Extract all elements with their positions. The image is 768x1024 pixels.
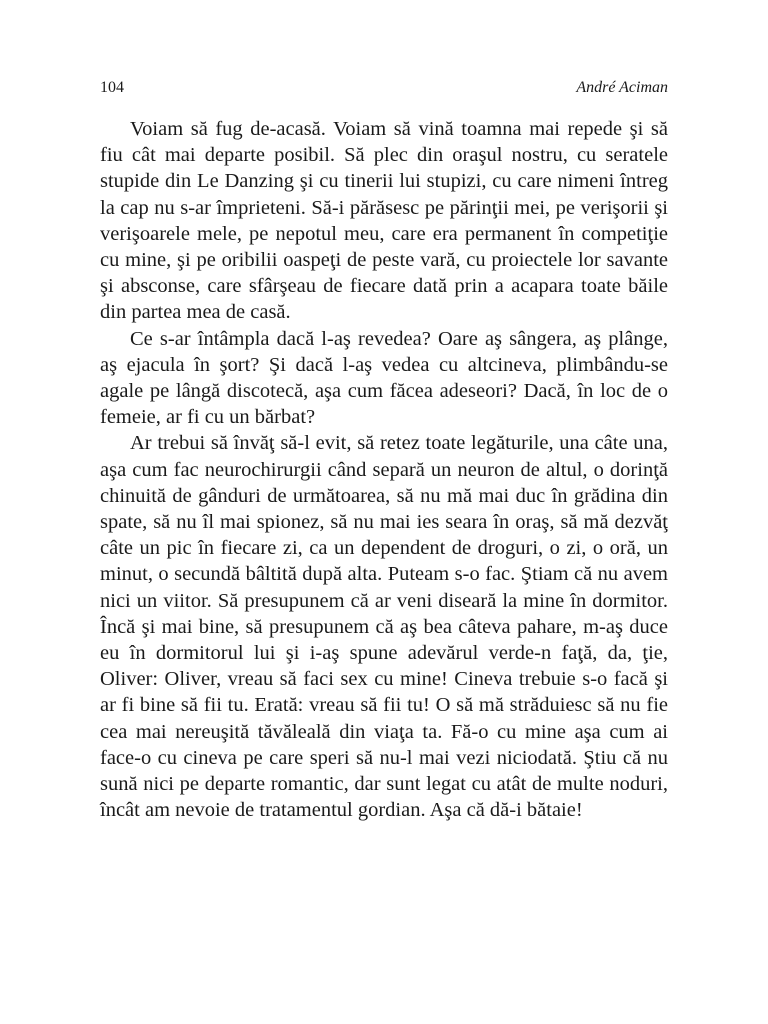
running-author: André Aciman [576, 79, 668, 96]
paragraph: Ar trebui să învăţ să-l evit, să retez toate legăturile, una câte una, aşa cum fac neurochirurgii când separă un neuron de altul, o dorinţă chinuită de gânduri de următoarea, să nu mă mai duc în grădina din spate, să nu îl mai spionez, să nu mai ies seara în oraş, să mă dezvăţ câte un pic în fiecare zi, ca un dependent de droguri, o zi, o oră, un minut, o secundă bâltită după alta. Puteam s-o fac. Ştiam că nu avem nici un viitor. Să presupunem că ar veni diseară la mine în dormitor. Încă şi mai bine, să presupunem că aş bea câteva pahare, m-aş duce eu în dormitorul lui şi i-aş spune adevărul verde-n faţă, da, ţie, Oliver: Oliver, vreau să faci sex cu mine! Cineva trebuie s-o facă şi ar fi bine să fii tu. Erată: vreau să fii tu! O să mă străduiesc să nu fie cea mai nereuşită tăvăleală din viaţa ta. Fă-o cu mine aşa cum ai face-o cu cineva pe care speri să nu-l mai vezi niciodată. Ştiu că nu sună nici pe departe romantic, dar sunt legat cu atât de multe noduri, încât am nevoie de tratamentul gordian. Aşa că dă-i bătaie! [100, 432, 668, 822]
paragraph: Voiam să fug de-acasă. Voiam să vină toamna mai repede şi să fiu cât mai departe posibil. Să plec din oraşul nostru, cu seratele stupide din Le Danzing şi cu tinerii lui stupizi, cu care nimeni întreg la cap nu s-ar împrieteni. Să-i părăsesc pe părinţii mei, pe verişorii şi verişoarele mele, pe nepotul meu, care era permanent în competiţie cu mine, şi pe oribilii oaspeţi de peste vară, cu proiectele lor savante şi absconse, care sfârşeau de fiecare dată prin a acapara toate băile din partea mea de casă. [100, 118, 668, 324]
book-page [100, 78, 668, 823]
page-number: 104 [100, 79, 124, 96]
paragraph: Ce s-ar întâmpla dacă l-aş revedea? Oare aş sângera, aş plânge, aş ejacula în şort? Şi dacă l-aş vedea cu altcineva, plimbându-se agale pe lângă discotecă, aşa cum făcea adeseori? Dacă, în loc de o femeie, ar fi cu un bărbat? [100, 327, 668, 429]
body-text [100, 116, 668, 823]
running-header [100, 78, 668, 98]
